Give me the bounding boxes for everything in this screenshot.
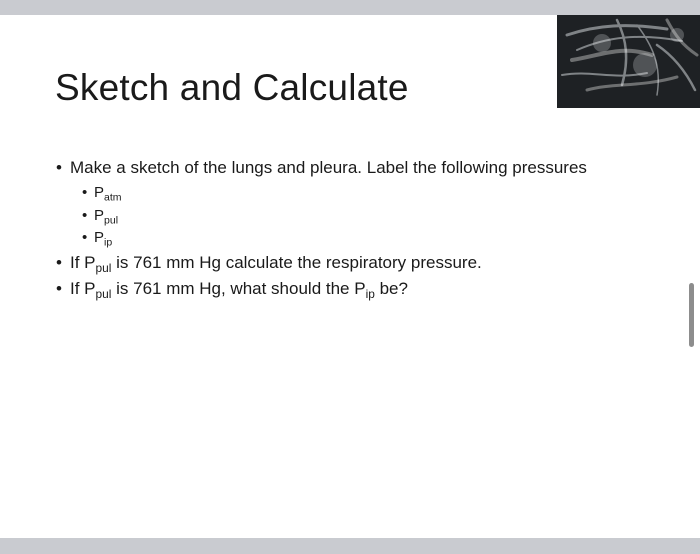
sub-bullet-ppul	[56, 206, 676, 226]
pressure-subscript: pul	[104, 214, 119, 227]
bottom-frame-bar	[0, 538, 700, 554]
pressure-subscript: ip	[365, 286, 375, 301]
pressure-subscript: atm	[104, 191, 122, 204]
pressure-subscript: pul	[95, 260, 112, 275]
text-part: If P	[70, 278, 96, 298]
pressure-symbol: P	[94, 229, 105, 247]
chalkboard-image	[557, 15, 700, 108]
bullet-respiratory-pressure	[56, 252, 676, 274]
scrollbar-thumb[interactable]	[689, 283, 694, 347]
presentation-slide	[0, 15, 700, 538]
text-part: is 761 mm Hg, what should the P	[111, 278, 366, 298]
bullet-sketch-instruction	[56, 157, 676, 179]
pressure-subscript: pul	[95, 286, 112, 301]
bullet-list	[56, 157, 676, 300]
text-part: be?	[374, 278, 408, 298]
chalkboard-texture	[557, 15, 700, 108]
pressure-symbol: P	[94, 184, 105, 202]
bullet-pip-question	[56, 278, 676, 300]
pressure-subscript: ip	[104, 236, 113, 249]
text-part: is 761 mm Hg calculate the respiratory pressure.	[111, 252, 482, 272]
top-frame-bar	[0, 0, 700, 15]
pressure-symbol: P	[94, 206, 105, 224]
sub-bullet-patm	[56, 183, 676, 203]
sub-bullet-pip	[56, 228, 676, 248]
bullet-text: Make a sketch of the lungs and pleura. Label the following pressures	[70, 158, 587, 177]
text-part: If P	[70, 252, 96, 272]
slide-title: Sketch and Calculate	[55, 67, 409, 108]
